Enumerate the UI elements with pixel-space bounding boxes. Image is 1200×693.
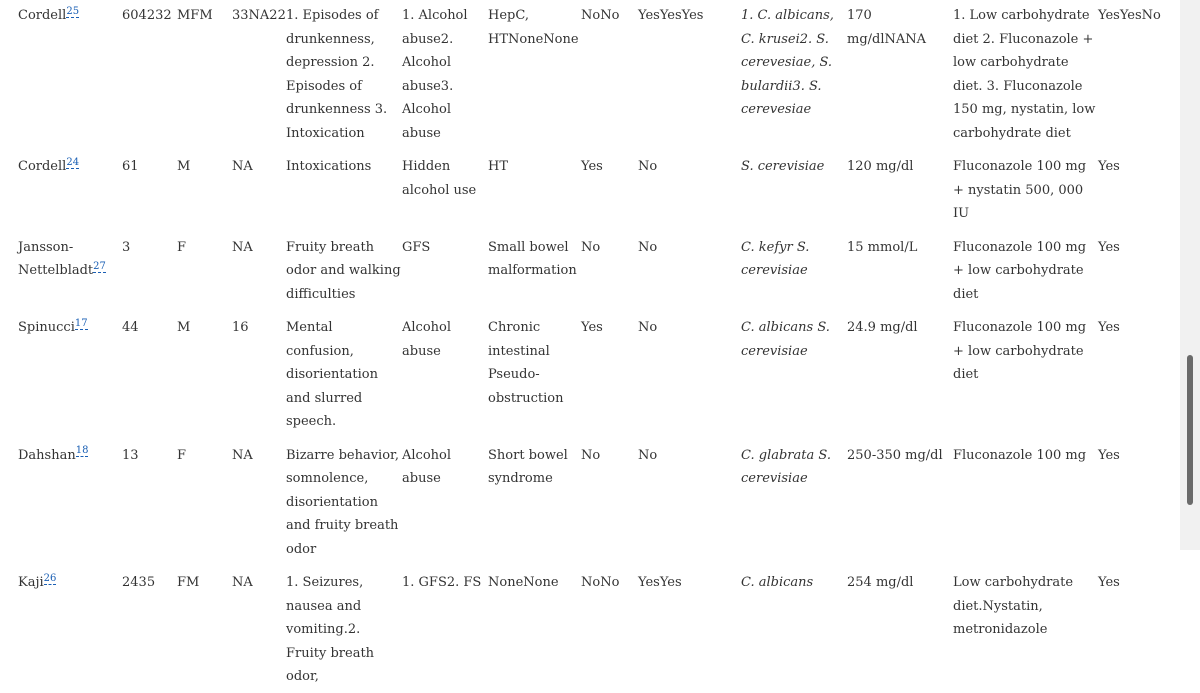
history-cell <box>402 230 488 311</box>
bac-cell <box>847 438 953 566</box>
history-text: 1. Alcohol abuse2. Alcohol abuse3. Alcohol abuse <box>402 8 468 141</box>
treatment-cell <box>953 230 1098 311</box>
antibiotics-text: No <box>638 320 658 335</box>
outcome-cell <box>1098 565 1180 693</box>
symptoms-cell <box>286 0 402 149</box>
study-name: Jansson-Nettelbladt <box>18 239 94 278</box>
symptoms-cell <box>286 149 402 230</box>
reference-link[interactable]: 26 <box>43 572 57 584</box>
history-cell <box>402 0 488 149</box>
diabetes-cell <box>581 565 638 693</box>
bac-cell <box>847 0 953 149</box>
symptoms-cell <box>286 438 402 566</box>
table-row <box>0 438 1180 566</box>
age-text: 61 <box>122 159 139 174</box>
comorbid-cell <box>488 230 581 311</box>
antibiotics-cell <box>638 565 741 693</box>
comorbid-text: HT <box>488 159 509 174</box>
study-cell <box>0 0 122 149</box>
outcome-cell <box>1098 310 1180 438</box>
study-name: Cordell <box>18 159 67 174</box>
organism-cell <box>741 0 847 149</box>
symptoms-text: 1. Seizures, nausea and vomiting.2. Fruity breath odor, <box>286 575 375 684</box>
treatment-cell <box>953 310 1098 438</box>
age-cell <box>122 565 177 693</box>
outcome-text: Yes <box>1098 575 1120 590</box>
bac-cell <box>847 230 953 311</box>
diabetes-text: No <box>581 239 601 255</box>
organism-text: 1. C. albicans, C. krusei2. S. cerevesiae, S. bulardii3. S. cerevesiae <box>741 8 834 117</box>
outcome-text: Yes <box>1098 320 1120 335</box>
bac-text: 15 mmol/L <box>847 239 918 255</box>
sex-text: M <box>177 320 191 335</box>
hba1c-text: NA <box>232 575 253 590</box>
hba1c-text: NA <box>232 159 253 174</box>
sex-text: F <box>177 447 187 463</box>
hba1c-text: NA <box>232 447 253 463</box>
age-cell <box>122 0 177 149</box>
comorbid-text: Short bowel syndrome <box>488 447 568 486</box>
sex-cell <box>177 230 232 311</box>
reference-link[interactable]: 18 <box>75 445 89 457</box>
sex-text: F <box>177 239 187 255</box>
organism-text: C. albicans S. cerevisiae <box>741 320 830 359</box>
symptoms-text: Intoxications <box>286 159 372 174</box>
diabetes-cell <box>581 438 638 566</box>
bac-text: 24.9 mg/dl <box>847 320 918 335</box>
treatment-text: Low carbohydrate diet.Nystatin, metronidazole <box>953 575 1074 637</box>
age-cell <box>122 310 177 438</box>
hba1c-text: 16 <box>232 320 249 335</box>
hba1c-cell <box>232 149 286 230</box>
sex-cell <box>177 565 232 693</box>
hba1c-cell <box>232 0 286 149</box>
bac-text: 120 mg/dl <box>847 159 914 174</box>
sex-cell <box>177 438 232 566</box>
sex-text: M <box>177 159 191 174</box>
bac-cell <box>847 310 953 438</box>
outcome-cell <box>1098 149 1180 230</box>
treatment-cell <box>953 149 1098 230</box>
antibiotics-cell <box>638 230 741 311</box>
organism-text: S. cerevisiae <box>741 159 825 174</box>
age-text: 13 <box>122 447 139 463</box>
hba1c-cell <box>232 310 286 438</box>
study-name: Spinucci <box>18 320 75 335</box>
organism-cell <box>741 230 847 311</box>
vertical-scrollbar[interactable] <box>1180 0 1200 550</box>
history-cell <box>402 565 488 693</box>
antibiotics-text: No <box>638 447 658 463</box>
sex-cell <box>177 310 232 438</box>
symptoms-text: Fruity breath odor and walking difficulties <box>286 239 401 302</box>
bac-text: 170 mg/dlNANA <box>847 8 927 47</box>
table-row <box>0 565 1180 693</box>
age-text: 604232 <box>122 8 172 23</box>
age-text: 2435 <box>122 575 156 590</box>
antibiotics-text: YesYes <box>638 575 682 590</box>
study-cell <box>0 310 122 438</box>
study-cell <box>0 230 122 311</box>
history-text: GFS <box>402 239 431 255</box>
comorbid-text: Chronic intestinal Pseudo-obstruction <box>488 320 564 406</box>
history-text: Alcohol abuse <box>402 320 452 359</box>
organism-text: C. albicans <box>741 575 814 590</box>
symptoms-cell <box>286 310 402 438</box>
comorbid-text: HepC, HTNoneNone <box>488 8 579 47</box>
table-row <box>0 149 1180 230</box>
history-cell <box>402 438 488 566</box>
reference-link[interactable]: 24 <box>66 156 80 168</box>
bac-text: 254 mg/dl <box>847 575 914 590</box>
outcome-cell <box>1098 230 1180 311</box>
outcome-text: Yes <box>1098 447 1120 463</box>
organism-text: C. kefyr S. cerevisiae <box>741 239 810 278</box>
comorbid-cell <box>488 438 581 566</box>
hba1c-text: NA <box>232 239 253 255</box>
diabetes-text: Yes <box>581 159 603 174</box>
history-text: Hidden alcohol use <box>402 159 477 198</box>
organism-cell <box>741 438 847 566</box>
history-text: Alcohol abuse <box>402 447 452 486</box>
history-text: 1. GFS2. FS <box>402 575 482 590</box>
antibiotics-cell <box>638 310 741 438</box>
outcome-text: Yes <box>1098 239 1120 255</box>
outcome-text: Yes <box>1098 159 1120 174</box>
study-cell <box>0 149 122 230</box>
study-cell <box>0 438 122 566</box>
comorbid-cell <box>488 310 581 438</box>
diabetes-cell <box>581 0 638 149</box>
treatment-cell <box>953 565 1098 693</box>
reference-link[interactable]: 27 <box>93 260 106 272</box>
age-cell <box>122 438 177 566</box>
treatment-cell <box>953 438 1098 566</box>
comorbid-text: Small bowel malformation <box>488 239 577 278</box>
comorbid-cell <box>488 0 581 149</box>
study-cell <box>0 565 122 693</box>
organism-cell <box>741 149 847 230</box>
antibiotics-text: YesYesYes <box>638 8 704 23</box>
hba1c-cell <box>232 565 286 693</box>
outcome-cell <box>1098 438 1180 566</box>
history-cell <box>402 310 488 438</box>
outcome-text: YesYesNo <box>1098 8 1161 23</box>
diabetes-cell <box>581 149 638 230</box>
diabetes-text: NoNo <box>581 8 620 23</box>
age-text: 3 <box>122 239 131 255</box>
diabetes-text: Yes <box>581 320 603 335</box>
comorbid-text: NoneNone <box>488 575 559 590</box>
bac-cell <box>847 565 953 693</box>
reference-link[interactable]: 25 <box>66 5 80 17</box>
history-cell <box>402 149 488 230</box>
diabetes-cell <box>581 310 638 438</box>
symptoms-text: Bizarre behavior, somnolence, disorientation and fruity breath odor <box>286 447 399 557</box>
sex-text: FM <box>177 575 200 590</box>
diabetes-cell <box>581 230 638 311</box>
age-text: 44 <box>122 320 139 335</box>
hba1c-cell <box>232 230 286 311</box>
organism-cell <box>741 310 847 438</box>
treatment-text: Fluconazole 100 mg + low carbohydrate diet <box>953 320 1087 382</box>
reference-link[interactable]: 17 <box>74 317 88 329</box>
study-name: Dahshan <box>18 447 76 463</box>
symptoms-text: Mental confusion, disorientation and slurred speech. <box>286 320 378 429</box>
symptoms-text: 1. Episodes of drunkenness, depression 2. Episodes of drunkenness 3. Intoxication <box>286 8 388 141</box>
antibiotics-text: No <box>638 159 658 174</box>
antibiotics-cell <box>638 149 741 230</box>
hba1c-text: 33NA22 <box>232 8 286 23</box>
table-row <box>0 310 1180 438</box>
treatment-text: Fluconazole 100 mg + nystatin 500, 000 IU <box>953 159 1087 221</box>
study-name: Cordell <box>18 8 67 23</box>
comorbid-cell <box>488 149 581 230</box>
bac-cell <box>847 149 953 230</box>
comorbid-cell <box>488 565 581 693</box>
antibiotics-cell <box>638 438 741 566</box>
organism-text: C. glabrata S. cerevisiae <box>741 447 831 486</box>
age-cell <box>122 149 177 230</box>
diabetes-text: No <box>581 447 601 463</box>
outcome-cell <box>1098 0 1180 149</box>
symptoms-cell <box>286 565 402 693</box>
table-row <box>0 230 1180 311</box>
treatment-text: Fluconazole 100 mg <box>953 447 1087 463</box>
treatment-cell <box>953 0 1098 149</box>
sex-cell <box>177 149 232 230</box>
sex-text: MFM <box>177 8 213 23</box>
bac-text: 250-350 mg/dl <box>847 447 943 463</box>
scrollbar-thumb[interactable] <box>1187 355 1193 505</box>
table-row <box>0 0 1180 149</box>
sex-cell <box>177 0 232 149</box>
treatment-text: Fluconazole 100 mg + low carbohydrate diet <box>953 239 1087 302</box>
antibiotics-text: No <box>638 239 658 255</box>
treatment-text: 1. Low carbohydrate diet 2. Fluconazole + low carbohydrate diet. 3. Fluconazole 150 mg, nystatin, low carbohydrate diet <box>953 8 1096 141</box>
organism-cell <box>741 565 847 693</box>
hba1c-cell <box>232 438 286 566</box>
age-cell <box>122 230 177 311</box>
antibiotics-cell <box>638 0 741 149</box>
study-name: Kaji <box>18 575 44 590</box>
symptoms-cell <box>286 230 402 311</box>
diabetes-text: NoNo <box>581 575 620 590</box>
